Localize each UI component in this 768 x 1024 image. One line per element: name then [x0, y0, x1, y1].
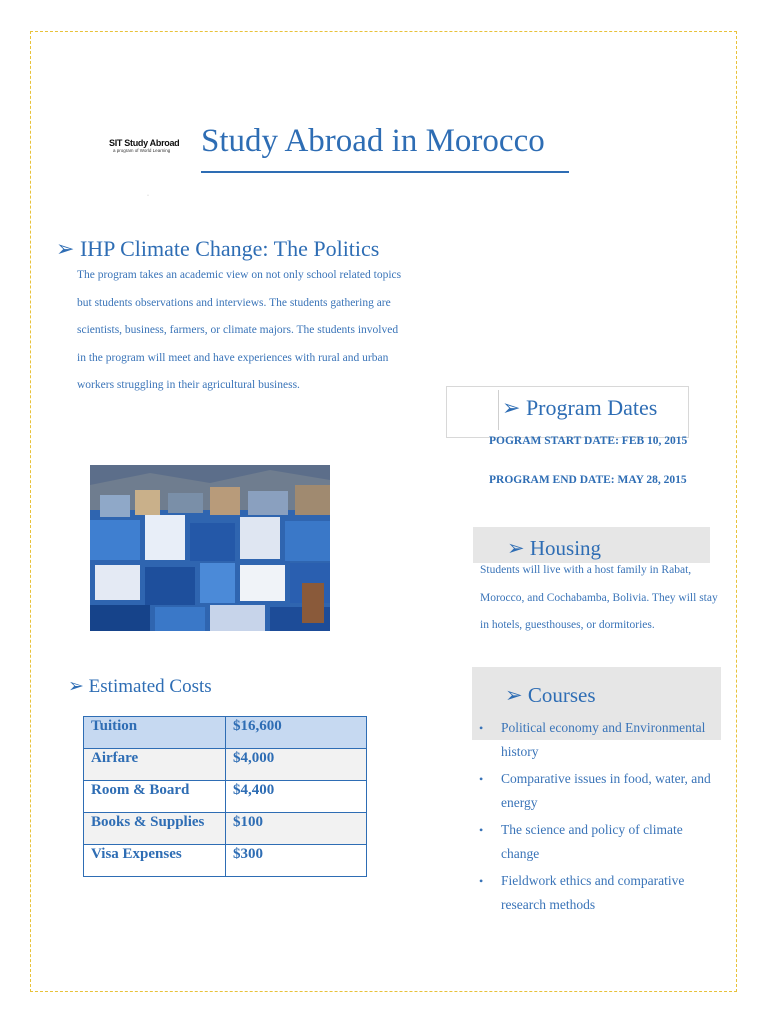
dates-heading — [502, 395, 657, 421]
course-name: The science and policy of climate change — [501, 822, 683, 861]
housing-heading-text: Housing — [529, 536, 602, 560]
climate-description: The program takes an academic view on not only school related topics but students observations and interviews. The students gathering are scientists, business, farmers, or climate majors. The students involved in the program will meet and have experiences with rural and urban workers struggling in their agricultural business. — [77, 269, 402, 391]
cost-amount: $300 — [226, 845, 367, 877]
arrow-bullet-icon: ➢ — [502, 395, 521, 420]
housing-description: Students will live with a host family in Rabat, Morocco, and Cochabamba, Bolivia. They will stay in hotels, guesthouses, or dormitories. — [480, 564, 718, 631]
arrow-bullet-icon: ➢ — [56, 236, 75, 261]
arrow-bullet-icon: ➢ — [68, 676, 84, 697]
course-name: Political economy and Environmental history — [501, 720, 706, 759]
cost-amount: $4,400 — [226, 781, 367, 813]
title-underline — [201, 171, 569, 173]
dates-heading-text: Program Dates — [525, 395, 658, 420]
list-item — [476, 716, 716, 764]
cost-item: Books & Supplies — [84, 813, 226, 845]
program-start-date: POGRAM START DATE: FEB 10, 2015 — [489, 435, 688, 447]
costs-heading — [68, 675, 212, 698]
cost-item: Room & Board — [84, 781, 226, 813]
arrow-bullet-icon: ➢ — [507, 536, 525, 560]
course-name: Fieldwork ethics and comparative research methods — [501, 873, 685, 912]
bullet-icon: • — [479, 721, 484, 735]
table-row — [84, 813, 367, 845]
sit-logo — [109, 138, 189, 153]
cost-amount: $100 — [226, 813, 367, 845]
stray-dot: · — [147, 193, 149, 199]
course-name: Comparative issues in food, water, and energy — [501, 771, 711, 810]
courses-list — [476, 716, 716, 920]
table-row — [84, 845, 367, 877]
list-item — [476, 818, 716, 866]
costs-table — [83, 716, 367, 877]
table-row — [84, 781, 367, 813]
table-row — [84, 717, 367, 749]
bullet-icon: • — [479, 874, 484, 888]
courses-heading-text: Courses — [527, 683, 596, 707]
cost-item: Tuition — [84, 717, 226, 749]
climate-heading — [56, 236, 379, 262]
courses-heading — [505, 683, 596, 708]
table-row — [84, 749, 367, 781]
arrow-bullet-icon: ➢ — [505, 683, 523, 707]
bullet-icon: • — [479, 823, 484, 837]
costs-heading-text: Estimated Costs — [88, 676, 212, 697]
page-title: Study Abroad in Morocco — [201, 123, 545, 159]
program-end-date: PROGRAM END DATE: MAY 28, 2015 — [489, 474, 687, 486]
morocco-blue-city-photo — [90, 465, 330, 631]
bullet-icon: • — [479, 772, 484, 786]
cost-amount: $16,600 — [226, 717, 367, 749]
logo-main-text: SIT Study Abroad — [109, 138, 180, 148]
cost-item: Airfare — [84, 749, 226, 781]
logo-sub-text: a program of World Learning — [113, 148, 171, 153]
list-item — [476, 869, 716, 917]
cost-amount: $4,000 — [226, 749, 367, 781]
cost-item: Visa Expenses — [84, 845, 226, 877]
list-item — [476, 767, 716, 815]
climate-heading-text: IHP Climate Change: The Politics — [79, 236, 380, 261]
